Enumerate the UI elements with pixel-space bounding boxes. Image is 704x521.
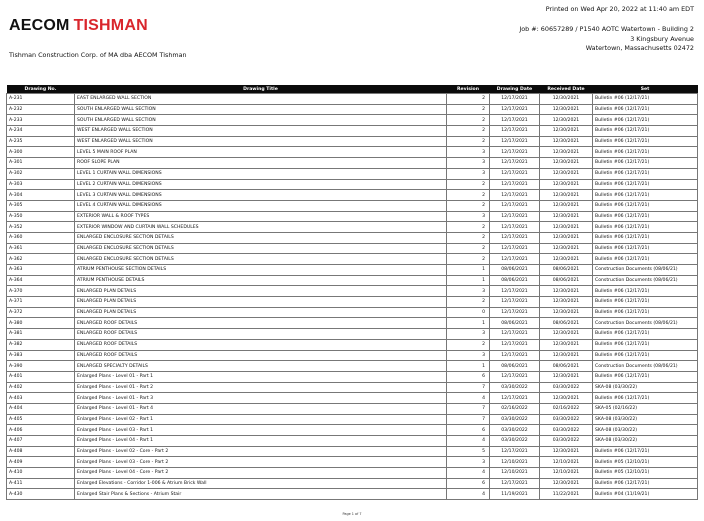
set-cell: Bulletin #06 (12/17/21)	[593, 307, 698, 318]
revision-cell: 3	[447, 168, 490, 179]
drawing-no-cell: A-305	[7, 200, 75, 211]
set-cell: Bulletin #06 (12/17/21)	[593, 297, 698, 308]
revision-cell: 0	[447, 307, 490, 318]
revision-cell: 3	[447, 158, 490, 169]
drawing-title-cell: Enlarged Plans - Level 01 - Part 4	[75, 403, 447, 414]
set-cell: Construction Documents (08/06/21)	[593, 275, 698, 286]
revision-cell: 2	[447, 254, 490, 265]
received-date-cell: 02/16/2022	[540, 403, 593, 414]
table-row	[7, 339, 698, 350]
set-cell: Bulletin #05 (12/10/21)	[593, 468, 698, 479]
drawing-no-cell: A-303	[7, 179, 75, 190]
set-cell: Bulletin #06 (12/17/21)	[593, 232, 698, 243]
set-cell: Bulletin #06 (12/17/21)	[593, 147, 698, 158]
drawing-date-cell: 12/17/2021	[490, 126, 540, 137]
drawing-no-cell: A-362	[7, 254, 75, 265]
drawing-title-cell: SOUTH ENLARGED WALL SECTION	[75, 104, 447, 115]
table-row	[7, 403, 698, 414]
table-row	[7, 393, 698, 404]
drawing-title-cell: ENLARGED ENCLOSURE SECTION DETAILS	[75, 243, 447, 254]
drawing-title-cell: Enlarged Plans - Level 01 - Part 3	[75, 393, 447, 404]
col-header-drawing-no: Drawing No.	[7, 85, 75, 94]
table-row	[7, 468, 698, 479]
table-row	[7, 222, 698, 233]
job-info	[519, 25, 694, 54]
revision-cell: 2	[447, 126, 490, 137]
drawing-title-cell: ENLARGED ENCLOSURE SECTION DETAILS	[75, 232, 447, 243]
drawing-no-cell: A-402	[7, 382, 75, 393]
job-city: Watertown, Massachusetts 02472	[585, 44, 694, 53]
received-date-cell: 03/30/2022	[540, 382, 593, 393]
drawing-title-cell: ENLARGED ENCLOSURE SECTION DETAILS	[75, 254, 447, 265]
set-cell: Bulletin #06 (12/17/21)	[593, 222, 698, 233]
revision-cell: 6	[447, 478, 490, 489]
received-date-cell: 11/22/2021	[540, 489, 593, 500]
drawing-date-cell: 12/17/2021	[490, 211, 540, 222]
drawing-no-cell: A-411	[7, 478, 75, 489]
logo-aecom: AECOM	[9, 17, 70, 34]
revision-cell: 5	[447, 446, 490, 457]
received-date-cell: 12/30/2021	[540, 371, 593, 382]
drawing-no-cell: A-371	[7, 297, 75, 308]
received-date-cell: 12/30/2021	[540, 94, 593, 105]
drawing-date-cell: 12/10/2021	[490, 457, 540, 468]
drawing-no-cell: A-234	[7, 126, 75, 137]
drawing-no-cell: A-383	[7, 350, 75, 361]
set-cell: Bulletin #06 (12/17/21)	[593, 126, 698, 137]
revision-cell: 2	[447, 339, 490, 350]
drawing-no-cell: A-405	[7, 414, 75, 425]
revision-cell: 2	[447, 243, 490, 254]
drawing-title-cell: SOUTH ENLARGED WALL SECTION	[75, 115, 447, 126]
drawing-title-cell: Enlarged Plans - Level 02 - Part 1	[75, 414, 447, 425]
set-cell: SKA-08 (03/30/22)	[593, 382, 698, 393]
revision-cell: 1	[447, 265, 490, 276]
received-date-cell: 12/30/2021	[540, 339, 593, 350]
table-row	[7, 136, 698, 147]
revision-cell: 2	[447, 232, 490, 243]
table-row	[7, 478, 698, 489]
drawing-no-cell: A-406	[7, 425, 75, 436]
revision-cell: 2	[447, 297, 490, 308]
revision-cell: 2	[447, 179, 490, 190]
revision-cell: 2	[447, 136, 490, 147]
table-row	[7, 232, 698, 243]
drawing-date-cell: 08/06/2021	[490, 318, 540, 329]
received-date-cell: 12/30/2021	[540, 307, 593, 318]
drawing-date-cell: 12/17/2021	[490, 243, 540, 254]
drawing-title-cell: Enlarged Plans - Level 03 - Part 1	[75, 425, 447, 436]
table-row	[7, 350, 698, 361]
drawing-date-cell: 12/17/2021	[490, 286, 540, 297]
revision-cell: 7	[447, 414, 490, 425]
received-date-cell: 12/30/2021	[540, 147, 593, 158]
received-date-cell: 03/30/2022	[540, 436, 593, 447]
drawing-date-cell: 12/17/2021	[490, 307, 540, 318]
received-date-cell: 12/30/2021	[540, 350, 593, 361]
table-row	[7, 275, 698, 286]
revision-cell: 6	[447, 425, 490, 436]
drawing-no-cell: A-430	[7, 489, 75, 500]
company-logo	[9, 17, 148, 35]
table-row	[7, 254, 698, 265]
drawing-date-cell: 12/17/2021	[490, 168, 540, 179]
set-cell: Bulletin #06 (12/17/21)	[593, 115, 698, 126]
drawing-no-cell: A-372	[7, 307, 75, 318]
set-cell: Bulletin #06 (12/17/21)	[593, 211, 698, 222]
revision-cell: 3	[447, 329, 490, 340]
revision-cell: 2	[447, 190, 490, 201]
revision-cell: 2	[447, 115, 490, 126]
table-row	[7, 371, 698, 382]
drawing-no-cell: A-360	[7, 232, 75, 243]
received-date-cell: 12/30/2021	[540, 104, 593, 115]
drawing-no-cell: A-233	[7, 115, 75, 126]
drawing-title-cell: LEVEL 1 CURTAIN WALL DIMENSIONS	[75, 168, 447, 179]
received-date-cell: 12/30/2021	[540, 297, 593, 308]
drawing-date-cell: 12/17/2021	[490, 136, 540, 147]
table-header-row	[7, 85, 698, 94]
drawing-no-cell: A-390	[7, 361, 75, 372]
set-cell: Bulletin #06 (12/17/21)	[593, 168, 698, 179]
drawing-date-cell: 03/30/2022	[490, 414, 540, 425]
set-cell: Bulletin #06 (12/17/21)	[593, 243, 698, 254]
drawing-date-cell: 12/17/2021	[490, 222, 540, 233]
revision-cell: 3	[447, 147, 490, 158]
set-cell: Bulletin #06 (12/17/21)	[593, 158, 698, 169]
set-cell: SKA-05 (02/16/22)	[593, 403, 698, 414]
table-row	[7, 126, 698, 137]
set-cell: Construction Documents (08/06/21)	[593, 265, 698, 276]
received-date-cell: 12/10/2021	[540, 468, 593, 479]
set-cell: Bulletin #06 (12/17/21)	[593, 350, 698, 361]
drawing-no-cell: A-380	[7, 318, 75, 329]
table-row	[7, 414, 698, 425]
revision-cell: 2	[447, 94, 490, 105]
set-cell: Bulletin #06 (12/17/21)	[593, 446, 698, 457]
set-cell: Bulletin #06 (12/17/21)	[593, 190, 698, 201]
drawing-title-cell: Enlarged Plans - Level 03 - Core - Part 2	[75, 457, 447, 468]
drawing-date-cell: 12/17/2021	[490, 371, 540, 382]
drawing-no-cell: A-404	[7, 403, 75, 414]
drawing-no-cell: A-370	[7, 286, 75, 297]
table-row	[7, 168, 698, 179]
revision-cell: 2	[447, 200, 490, 211]
table-row	[7, 425, 698, 436]
drawing-title-cell: Enlarged Plans - Level 01 - Part 2	[75, 382, 447, 393]
drawing-title-cell: Enlarged Elevations - Corridor 1-006 & Atrium Brick Wall	[75, 478, 447, 489]
received-date-cell: 08/06/2021	[540, 275, 593, 286]
drawing-date-cell: 12/10/2021	[490, 468, 540, 479]
drawing-no-cell: A-361	[7, 243, 75, 254]
drawing-title-cell: ENLARGED PLAN DETAILS	[75, 307, 447, 318]
revision-cell: 7	[447, 403, 490, 414]
table-row	[7, 104, 698, 115]
drawing-title-cell: Enlarged Plans - Level 02 - Core - Part 2	[75, 446, 447, 457]
drawing-date-cell: 12/17/2021	[490, 147, 540, 158]
job-address: 3 Kingsbury Avenue	[630, 34, 694, 43]
col-header-drawing-title: Drawing Title	[75, 85, 447, 94]
set-cell: Bulletin #05 (12/10/21)	[593, 457, 698, 468]
revision-cell: 4	[447, 436, 490, 447]
drawing-no-cell: A-304	[7, 190, 75, 201]
drawing-date-cell: 12/17/2021	[490, 190, 540, 201]
drawing-no-cell: A-231	[7, 94, 75, 105]
revision-cell: 2	[447, 104, 490, 115]
col-header-drawing-date: Drawing Date	[490, 85, 540, 94]
drawing-date-cell: 12/17/2021	[490, 94, 540, 105]
drawing-date-cell: 12/17/2021	[490, 329, 540, 340]
table-row	[7, 115, 698, 126]
drawing-date-cell: 12/17/2021	[490, 478, 540, 489]
drawing-no-cell: A-381	[7, 329, 75, 340]
table-row	[7, 190, 698, 201]
revision-cell: 4	[447, 468, 490, 479]
table-row	[7, 436, 698, 447]
company-name: Tishman Construction Corp. of MA dba AECOM Tishman	[9, 51, 187, 59]
drawing-title-cell: Enlarged Stair Plans & Sections - Atrium Stair	[75, 489, 447, 500]
drawing-title-cell: WEST ENLARGED WALL SECTION	[75, 136, 447, 147]
drawing-no-cell: A-363	[7, 265, 75, 276]
drawing-date-cell: 03/30/2022	[490, 382, 540, 393]
received-date-cell: 12/30/2021	[540, 200, 593, 211]
set-cell: Construction Documents (08/06/21)	[593, 318, 698, 329]
set-cell: Bulletin #06 (12/17/21)	[593, 286, 698, 297]
table-row	[7, 382, 698, 393]
drawing-title-cell: LEVEL 3 CURTAIN WALL DIMENSIONS	[75, 190, 447, 201]
received-date-cell: 12/30/2021	[540, 478, 593, 489]
revision-cell: 1	[447, 318, 490, 329]
drawing-date-cell: 08/06/2021	[490, 275, 540, 286]
drawing-title-cell: EXTERIOR WINDOW AND CURTAIN WALL SCHEDULES	[75, 222, 447, 233]
revision-cell: 4	[447, 393, 490, 404]
drawing-title-cell: ENLARGED SPECIALTY DETAILS	[75, 361, 447, 372]
drawing-no-cell: A-302	[7, 168, 75, 179]
table-row	[7, 329, 698, 340]
drawing-title-cell: Enlarged Plans - Level 01 - Part 1	[75, 371, 447, 382]
drawing-title-cell: ENLARGED PLAN DETAILS	[75, 297, 447, 308]
drawing-title-cell: ENLARGED ROOF DETAILS	[75, 339, 447, 350]
drawing-title-cell: LEVEL 4 CURTAIN WALL DIMENSIONS	[75, 200, 447, 211]
revision-cell: 2	[447, 222, 490, 233]
received-date-cell: 12/30/2021	[540, 126, 593, 137]
drawing-no-cell: A-235	[7, 136, 75, 147]
drawing-date-cell: 08/06/2021	[490, 361, 540, 372]
table-row	[7, 243, 698, 254]
revision-cell: 3	[447, 211, 490, 222]
table-row	[7, 307, 698, 318]
table-row	[7, 446, 698, 457]
table-row	[7, 318, 698, 329]
received-date-cell: 12/30/2021	[540, 254, 593, 265]
received-date-cell: 12/30/2021	[540, 136, 593, 147]
table-row	[7, 286, 698, 297]
drawing-date-cell: 12/17/2021	[490, 254, 540, 265]
received-date-cell: 03/30/2022	[540, 425, 593, 436]
drawing-date-cell: 12/17/2021	[490, 115, 540, 126]
table-row	[7, 297, 698, 308]
received-date-cell: 12/30/2021	[540, 286, 593, 297]
drawing-date-cell: 12/17/2021	[490, 393, 540, 404]
table-row	[7, 211, 698, 222]
drawing-no-cell: A-350	[7, 211, 75, 222]
received-date-cell: 12/30/2021	[540, 168, 593, 179]
drawing-date-cell: 12/17/2021	[490, 446, 540, 457]
drawing-date-cell: 12/17/2021	[490, 179, 540, 190]
set-cell: SKA-08 (03/30/22)	[593, 436, 698, 447]
logo-tishman: TISHMAN	[73, 17, 148, 34]
received-date-cell: 08/06/2021	[540, 318, 593, 329]
received-date-cell: 12/30/2021	[540, 158, 593, 169]
set-cell: Bulletin #06 (12/17/21)	[593, 371, 698, 382]
table-row	[7, 361, 698, 372]
drawing-date-cell: 08/06/2021	[490, 265, 540, 276]
drawing-no-cell: A-364	[7, 275, 75, 286]
drawing-title-cell: Enlarged Plans - Level 04 - Core - Part 2	[75, 468, 447, 479]
drawing-title-cell: Enlarged Plans - Level 04 - Part 1	[75, 436, 447, 447]
drawing-title-cell: ENLARGED ROOF DETAILS	[75, 329, 447, 340]
drawing-date-cell: 12/17/2021	[490, 200, 540, 211]
job-number: Job #: 60657289 / P1540 AOTC Watertown - Building 2	[519, 25, 694, 33]
drawing-title-cell: ROOF SLOPE PLAN	[75, 158, 447, 169]
col-header-set: Set	[593, 85, 698, 94]
set-cell: Bulletin #06 (12/17/21)	[593, 179, 698, 190]
received-date-cell: 12/10/2021	[540, 457, 593, 468]
set-cell: Bulletin #04 (11/19/21)	[593, 489, 698, 500]
received-date-cell: 12/30/2021	[540, 222, 593, 233]
drawing-title-cell: ATRIUM PENTHOUSE DETAILS	[75, 275, 447, 286]
table-row	[7, 147, 698, 158]
drawing-title-cell: ENLARGED ROOF DETAILS	[75, 318, 447, 329]
drawing-no-cell: A-403	[7, 393, 75, 404]
table-row	[7, 489, 698, 500]
table-row	[7, 158, 698, 169]
col-header-revision: Revision	[447, 85, 490, 94]
drawing-title-cell: LEVEL 2 CURTAIN WALL DIMENSIONS	[75, 179, 447, 190]
set-cell: Bulletin #06 (12/17/21)	[593, 104, 698, 115]
drawing-title-cell: ENLARGED PLAN DETAILS	[75, 286, 447, 297]
drawing-title-cell: EXTERIOR WALL & ROOF TYPES	[75, 211, 447, 222]
drawing-date-cell: 02/16/2022	[490, 403, 540, 414]
set-cell: Bulletin #06 (12/17/21)	[593, 329, 698, 340]
received-date-cell: 12/30/2021	[540, 329, 593, 340]
drawing-date-cell: 12/17/2021	[490, 350, 540, 361]
set-cell: Bulletin #06 (12/17/21)	[593, 94, 698, 105]
received-date-cell: 12/30/2021	[540, 243, 593, 254]
drawing-no-cell: A-232	[7, 104, 75, 115]
received-date-cell: 08/06/2021	[540, 265, 593, 276]
table-row	[7, 94, 698, 105]
revision-cell: 1	[447, 275, 490, 286]
table-row	[7, 200, 698, 211]
drawing-no-cell: A-301	[7, 158, 75, 169]
drawing-date-cell: 12/17/2021	[490, 297, 540, 308]
drawing-no-cell: A-409	[7, 457, 75, 468]
drawing-log-table	[6, 85, 698, 500]
received-date-cell: 12/30/2021	[540, 232, 593, 243]
printed-timestamp: Printed on Wed Apr 20, 2022 at 11:40 am EDT	[545, 5, 694, 13]
received-date-cell: 12/30/2021	[540, 179, 593, 190]
drawing-no-cell: A-408	[7, 446, 75, 457]
drawing-no-cell: A-352	[7, 222, 75, 233]
revision-cell: 3	[447, 286, 490, 297]
set-cell: Bulletin #06 (12/17/21)	[593, 339, 698, 350]
col-header-received-date: Received Date	[540, 85, 593, 94]
drawing-title-cell: WEST ENLARGED WALL SECTION	[75, 126, 447, 137]
drawing-title-cell: ENLARGED ROOF DETAILS	[75, 350, 447, 361]
revision-cell: 7	[447, 382, 490, 393]
drawing-date-cell: 12/17/2021	[490, 104, 540, 115]
set-cell: SKA-08 (03/30/22)	[593, 414, 698, 425]
drawing-no-cell: A-407	[7, 436, 75, 447]
received-date-cell: 12/30/2021	[540, 190, 593, 201]
drawing-no-cell: A-410	[7, 468, 75, 479]
drawing-title-cell: EAST ENLARGED WALL SECTION	[75, 94, 447, 105]
drawing-no-cell: A-401	[7, 371, 75, 382]
drawing-date-cell: 12/17/2021	[490, 232, 540, 243]
table-row	[7, 179, 698, 190]
revision-cell: 1	[447, 361, 490, 372]
drawing-date-cell: 03/30/2022	[490, 425, 540, 436]
table-row	[7, 265, 698, 276]
set-cell: Bulletin #06 (12/17/21)	[593, 254, 698, 265]
drawing-date-cell: 11/19/2021	[490, 489, 540, 500]
revision-cell: 4	[447, 489, 490, 500]
received-date-cell: 03/30/2022	[540, 414, 593, 425]
received-date-cell: 12/30/2021	[540, 393, 593, 404]
revision-cell: 3	[447, 457, 490, 468]
set-cell: Construction Documents (08/06/21)	[593, 361, 698, 372]
page-footer: Page 1 of 7	[342, 512, 362, 516]
revision-cell: 3	[447, 350, 490, 361]
set-cell: SKA-08 (03/30/22)	[593, 425, 698, 436]
table-row	[7, 457, 698, 468]
drawing-date-cell: 12/17/2021	[490, 158, 540, 169]
drawing-title-cell: LEVEL 5 MAIN ROOF PLAN	[75, 147, 447, 158]
received-date-cell: 12/30/2021	[540, 211, 593, 222]
drawing-date-cell: 03/30/2022	[490, 436, 540, 447]
received-date-cell: 12/30/2021	[540, 115, 593, 126]
received-date-cell: 08/06/2021	[540, 361, 593, 372]
drawing-date-cell: 12/17/2021	[490, 339, 540, 350]
drawing-no-cell: A-300	[7, 147, 75, 158]
drawing-title-cell: ATRIUM PENTHOUSE SECTION DETAILS	[75, 265, 447, 276]
set-cell: Bulletin #06 (12/17/21)	[593, 136, 698, 147]
received-date-cell: 12/30/2021	[540, 446, 593, 457]
set-cell: Bulletin #06 (12/17/21)	[593, 478, 698, 489]
set-cell: Bulletin #06 (12/17/21)	[593, 393, 698, 404]
revision-cell: 6	[447, 371, 490, 382]
set-cell: Bulletin #06 (12/17/21)	[593, 200, 698, 211]
drawing-no-cell: A-382	[7, 339, 75, 350]
